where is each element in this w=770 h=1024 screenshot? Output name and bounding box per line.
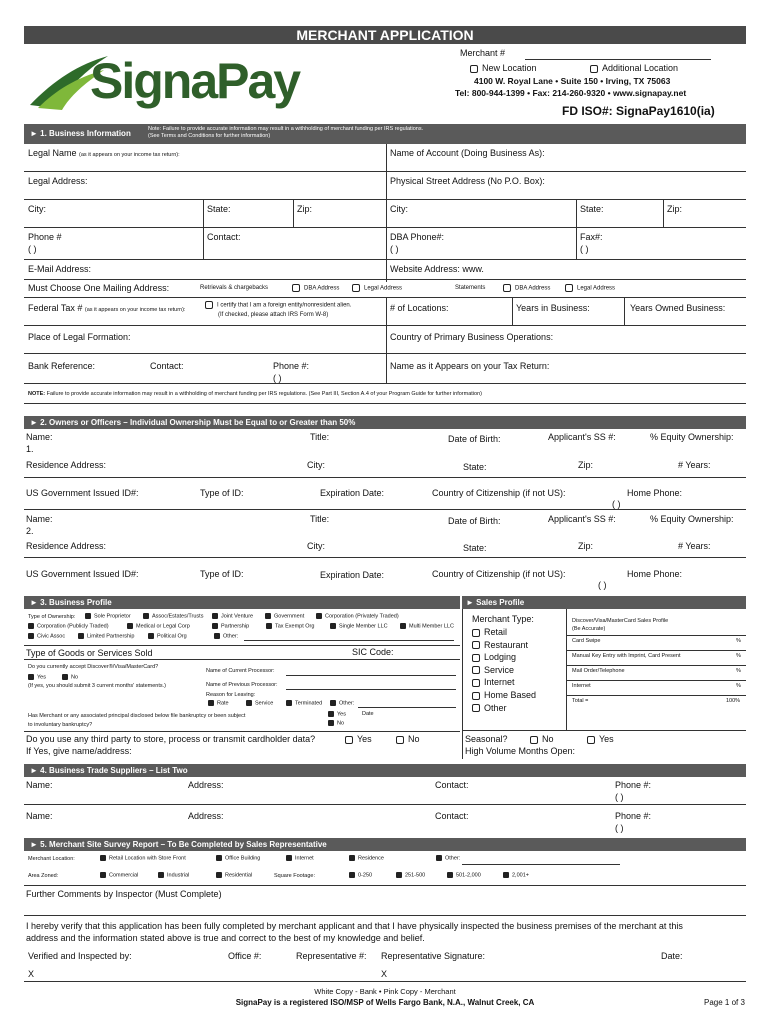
high-volume-label: High Volume Months Open: xyxy=(465,746,576,756)
supplier2-address-label: Address: xyxy=(188,811,224,821)
supplier1-name-label: Name: xyxy=(26,780,53,790)
owner2-type-id-label: Type of ID: xyxy=(200,569,244,579)
phone-label: Phone # xyxy=(28,232,62,242)
footer-copy: White Copy - Bank • Pink Copy - Merchant xyxy=(314,987,456,996)
bank-contact-label: Contact: xyxy=(150,361,184,371)
rep-label: Representative #: xyxy=(296,951,367,961)
third-party-no[interactable]: No xyxy=(396,734,420,744)
comments-label: Further Comments by Inspector (Must Complete) xyxy=(26,889,222,899)
owner1-city-label: City: xyxy=(307,460,325,470)
owner1-zip-label: Zip: xyxy=(578,460,594,470)
ownership-opt-13[interactable]: Political Org xyxy=(148,633,187,639)
retrievals-dba-option[interactable]: DBA Address xyxy=(292,284,339,292)
owner2-ssn-label: Applicant's SS #: xyxy=(548,514,616,524)
card-profile-percent: % xyxy=(736,683,741,689)
new-location-checkbox[interactable] xyxy=(470,65,478,73)
page-title: MERCHANT APPLICATION xyxy=(24,26,746,44)
supplier1-address-label: Address: xyxy=(188,780,224,790)
accept-yes[interactable]: Yes xyxy=(28,674,46,680)
dba-phone-label: DBA Phone#: xyxy=(390,232,445,242)
ownership-opt-4[interactable]: Corporation (Privately Traded) xyxy=(316,613,399,619)
ownership-opt-11[interactable]: Civic Assoc xyxy=(28,633,65,639)
current-processor-label: Name of Current Processor: xyxy=(206,668,275,674)
ownership-opt-14[interactable]: Other: xyxy=(214,633,238,639)
owner1-years-label: # Years: xyxy=(678,460,711,470)
country-ops-label: Country of Primary Business Operations: xyxy=(390,332,554,342)
third-party-yes[interactable]: Yes xyxy=(345,734,372,744)
loc-residence[interactable]: Residence xyxy=(349,855,384,861)
verify-text: I hereby verify that this application has been fully completed by merchant applicant and that I have physically inspected the business premises of the merchant at this xyxy=(26,921,683,931)
ownership-opt-12[interactable]: Limited Partnership xyxy=(78,633,134,639)
locations-label: # of Locations: xyxy=(390,303,449,313)
owner1-expiration-label: Expiration Date: xyxy=(320,488,385,498)
card-profile-row: Mail Order/Telephone xyxy=(572,668,625,674)
logo-text: SignaPay xyxy=(90,53,300,109)
verifier-x: X xyxy=(28,969,35,979)
ownership-opt-7[interactable]: Partnership xyxy=(212,623,249,629)
owner2-name-label: Name: xyxy=(26,514,53,524)
ownership-opt-8[interactable]: Tax Exempt Org xyxy=(266,623,314,629)
owner2-state-label: State: xyxy=(463,543,487,553)
section-3-header: ► 3. Business Profile xyxy=(24,596,460,609)
merchant-type-checkbox[interactable] xyxy=(472,629,480,637)
merchant-type-checkbox[interactable] xyxy=(472,641,480,649)
owner1-citizenship-label: Country of Citizenship (if not US): xyxy=(432,488,566,498)
ownership-opt-5[interactable]: Corporation (Publicly Traded) xyxy=(28,623,109,629)
owner1-title-label: Title: xyxy=(310,432,330,442)
statements-dba-option[interactable]: DBA Address xyxy=(503,284,550,292)
years-owned-label: Years Owned Business: xyxy=(630,303,726,313)
page: MERCHANT APPLICATION SignaPay Merchant # New Location Additional Location 4100 W. Royal Lane • Suite 150 • Irving, TX 75063 Tel: 800-944-1399 • Fax: 214-260-9320 • www.signapay.net FD ISO#: SignaPay1610(ia) ► 1. Business Information Note: Failure to provide accurate information may result in a withholding of merchant funding per IRS regulations. (See Terms and Conditions for further information) Legal Name (as it appears on your income tax return): Name of Account (Doing Business As): Legal Address: Physical Street Address (No P.O. Box): City: State: Zip: City: State: Zip: Phone # ( ) Contact: DBA Phone#: ( ) Fax#: ( ) E-Mail Address: Website Address: www. Must Choose One Mailing Address: Retrievals & chargebacks DBA Address Legal Address Statements DBA Address Legal Address Federal Tax # (as it appears on your income tax return): I certify that I am a foreign entity/nonresident alien. (If checked, please attach IRS Form W-8) # of Locations: Years in Business: Years Owned Business: Place of Legal Formation: Country of Primary Business Operations: Bank Reference: Contact: Phone #: ( ) Name as it Appears on your Tax Return: NOTE: Failure to provide accurate information may result in a withholding of merchant funding per IRS regulations. (See Part III, Section A.4 of your Program Guide for further information) ► 2. Owners or Officers – Individual Ownership Must be Equal to or Greater than 50% Name: 1. Title: Date of Birth: Applicant's SS #: % Equity Ownership: Residence Address: City: State: Zip: # Years: US Government Issued ID#: Type of ID: Expiration Date: Country of Citizenship (if not US): Home Phone: ( ) Name: 2. Title: Date of Birth: Applicant's SS #: % Equity Ownership: Residence Address: City: State: Zip: # Years: US Government Issued ID#: Type of ID: Expiration Date: Country of Citizenship (if not US): Home Phone: ( ) ► 3. Business Profile ► Sales Profile Type of Ownership: Sole Proprietor Assoc/Estates/Trusts Joint Venture Government Corporation (Privately Traded) Corporation (Publicly Traded) Medical or Legal Corp Partnership Tax Exempt Org Single Member LLC Multi Member LLC Civic Assoc Limited Partnership Political Org Other: Type of Goods or Services Sold SIC Code: Do you currently accept Discover®/Visa/MasterCard? Yes No (If yes, you should submit 3 current months' statements.) Name of Current Processor: Name of Previous Processor: Reason for Leaving: Rate Service Terminated Other: Has Merchant or any associated principal disclosed below file bankruptcy or been subject to involuntary bankruptcy? Yes No Date Do you use any third party to store, process or transmit cardholder data? If Yes, give name/address: Yes No Merchant Type: Retail Restaurant Lodging Service Internet Home Based Other Discover/Visa/MasterCard Sales Profile (Be Accurate) Card Swipe % Manual Key Entry with Imprint, Card Present % Mail Order/Telephone % Internet % Total = 100% Seasonal? No Yes High Volume Months Open: ► 4. Business Trade Suppliers – List Two Name: Address: Contact: Phone #: ( ) Name: Address: Contact: Phone #: ( ) ► 5. Merchant Site Survey Report – To Be Completed by Sales Representative Merchant Location: Retail Location with Store Front Office Building Internet Residence Other: Area Zoned: Commercial Industrial Residential Square Footage: 0-250 251-500 501-2,000 2,001+ Further Comments by Inspector (Must Complete) I hereby verify that this application has been fully completed by merchant applicant and that I have physically inspected the business premises of the merchant at this address and the information stated above is true and correct to the best of my knowledge and belief. Verified and Inspected by: Office #: Representative #: Representative Signature: Date: X X White Copy - Bank • Pink Copy - Merchant SignaPay is a registered ISO/MSP of Wells Fargo Bank, N.A., Walnut Creek, CA Page 1 of 3 xyxy=(0,0,770,1024)
accept-cards-label: Do you currently accept Discover®/Visa/MasterCard? xyxy=(28,664,159,670)
section-1-header: ► 1. Business Information xyxy=(24,124,746,144)
new-location-option[interactable]: New Location xyxy=(470,63,537,73)
goods-label: Type of Goods or Services Sold xyxy=(26,648,153,658)
owner1-gov-id-label: US Government Issued ID#: xyxy=(26,488,139,498)
city-label: City: xyxy=(28,204,46,214)
fd-iso: FD ISO#: SignaPay1610(ia) xyxy=(562,104,715,118)
fax-label: Fax#: xyxy=(580,232,603,242)
sqft-3[interactable]: 2,001+ xyxy=(503,872,529,878)
owner1-name-label: Name: xyxy=(26,432,53,442)
additional-location-option[interactable]: Additional Location xyxy=(590,63,678,73)
owner2-gov-id-label: US Government Issued ID#: xyxy=(26,569,139,579)
additional-location-checkbox[interactable] xyxy=(590,65,598,73)
card-profile-percent: % xyxy=(736,638,741,644)
sales-profile-header: ► Sales Profile xyxy=(462,596,746,609)
owner2-dob-label: Date of Birth: xyxy=(448,516,501,526)
physical-city-label: City: xyxy=(390,204,408,214)
seasonal-yes[interactable]: Yes xyxy=(587,734,614,744)
physical-state-label: State: xyxy=(580,204,604,214)
owner2-zip-label: Zip: xyxy=(578,541,594,551)
bankruptcy-yes[interactable]: Yes xyxy=(328,711,346,717)
merchant-type-option[interactable]: Internet xyxy=(472,677,515,687)
supplier1-contact-label: Contact: xyxy=(435,780,469,790)
merchant-type-checkbox[interactable] xyxy=(472,692,480,700)
signature-x: X xyxy=(381,969,388,979)
card-profile-row: Card Swipe xyxy=(572,638,601,644)
loc-retail[interactable]: Retail Location with Store Front xyxy=(100,855,186,861)
ownership-opt-2[interactable]: Joint Venture xyxy=(212,613,253,619)
owner1-dob-label: Date of Birth: xyxy=(448,434,501,444)
owner2-city-label: City: xyxy=(307,541,325,551)
mailing-label: Must Choose One Mailing Address: xyxy=(28,283,170,293)
company-contact: Tel: 800-944-1399 • Fax: 214-260-9320 • www.signapay.net xyxy=(455,88,687,98)
seasonal-no[interactable]: No xyxy=(530,734,554,744)
ownership-opt-1[interactable]: Assoc/Estates/Trusts xyxy=(143,613,203,619)
note-bottom: NOTE: Failure to provide accurate information may result in a withholding of merchant funding per IRS regulations. (See Part III, Section A.4 of your Program Guide for further information) xyxy=(28,391,482,397)
ownership-opt-10[interactable]: Multi Member LLC xyxy=(400,623,454,629)
sqft-0[interactable]: 0-250 xyxy=(349,872,372,878)
retrievals-legal-option[interactable]: Legal Address xyxy=(352,284,402,292)
zone-residential[interactable]: Residential xyxy=(216,872,252,878)
card-profile-percent: % xyxy=(736,668,741,674)
ownership-opt-0[interactable]: Sole Proprietor xyxy=(85,613,131,619)
statements-legal-option[interactable]: Legal Address xyxy=(565,284,615,292)
state-label: State: xyxy=(207,204,231,214)
owner1-equity-label: % Equity Ownership: xyxy=(650,432,734,442)
page-number: Page 1 of 3 xyxy=(704,998,745,1007)
bank-reference-label: Bank Reference: xyxy=(28,361,96,371)
owner2-expiration-label: Expiration Date: xyxy=(320,570,385,580)
bank-phone-label: Phone #: xyxy=(273,361,310,371)
legal-name-label: Legal Name (as it appears on your income tax return): xyxy=(28,148,180,158)
owner2-home-phone-label: Home Phone: xyxy=(627,569,683,579)
federal-tax-label: Federal Tax # (as it appears on your income tax return): xyxy=(28,303,186,313)
sqft-2[interactable]: 501-2,000 xyxy=(447,872,481,878)
owner2-residence-label: Residence Address: xyxy=(26,541,107,551)
reason-rate[interactable]: Rate xyxy=(208,700,229,706)
merchant-type-option[interactable]: Service xyxy=(472,665,514,675)
ownership-opt-9[interactable]: Single Member LLC xyxy=(330,623,388,629)
dba-label: Name of Account (Doing Business As): xyxy=(390,148,545,158)
zip-label: Zip: xyxy=(297,204,313,214)
merchant-type-label: Merchant Type: xyxy=(472,614,534,624)
previous-processor-label: Name of Previous Processor: xyxy=(206,682,278,688)
sic-label: SIC Code: xyxy=(352,647,394,657)
legal-formation-label: Place of Legal Formation: xyxy=(28,332,131,342)
card-profile-percent: % xyxy=(736,653,741,659)
accept-no[interactable]: No xyxy=(62,674,78,680)
owner1-state-label: State: xyxy=(463,462,487,472)
logo xyxy=(24,50,324,114)
merchant-type-checkbox[interactable] xyxy=(472,679,480,687)
merchant-type-checkbox[interactable] xyxy=(472,654,480,662)
owner1-type-id-label: Type of ID: xyxy=(200,488,244,498)
supplier2-name-label: Name: xyxy=(26,811,53,821)
card-profile-percent: 100% xyxy=(726,698,741,704)
years-business-label: Years in Business: xyxy=(516,303,590,313)
merchant-type-option[interactable]: Restaurant xyxy=(472,640,528,650)
reason-other[interactable]: Other: xyxy=(330,700,354,706)
physical-zip-label: Zip: xyxy=(667,204,683,214)
owner1-residence-label: Residence Address: xyxy=(26,460,107,470)
ownership-opt-3[interactable]: Government xyxy=(265,613,304,619)
owner2-equity-label: % Equity Ownership: xyxy=(650,514,734,524)
foreign-entity-option[interactable]: I certify that I am a foreign entity/nonresident alien. xyxy=(205,301,351,309)
zone-industrial[interactable]: Industrial xyxy=(158,872,189,878)
merchant-type-checkbox[interactable] xyxy=(472,666,480,674)
reason-terminated[interactable]: Terminated xyxy=(286,700,322,706)
third-party-label: Do you use any third party to store, process or transmit cardholder data? xyxy=(26,734,316,744)
seasonal-label: Seasonal? xyxy=(465,734,508,744)
footer-registration: SignaPay is a registered ISO/MSP of Wells Fargo Bank, N.A., Walnut Creek, CA xyxy=(235,998,535,1007)
card-profile-row: Total = xyxy=(572,698,589,704)
owner1-home-phone-label: Home Phone: xyxy=(627,488,683,498)
rep-signature-label: Representative Signature: xyxy=(381,951,486,961)
date-label: Date: xyxy=(661,951,683,961)
merchant-number: Merchant # xyxy=(460,48,506,58)
merchant-type-checkbox[interactable] xyxy=(472,704,480,712)
section-1-note: Note: Failure to provide accurate information may result in a withholding of merchant funding per IRS regulations. xyxy=(148,126,424,132)
section-4-header: ► 4. Business Trade Suppliers – List Two xyxy=(24,764,746,777)
section-1-note2: (See Terms and Conditions for further information) xyxy=(148,133,271,139)
merchant-type-option[interactable]: Home Based xyxy=(472,690,536,700)
supplier1-phone-label: Phone #: xyxy=(615,780,652,790)
email-label: E-Mail Address: xyxy=(28,264,92,274)
card-profile-row: Manual Key Entry with Imprint, Card Present xyxy=(572,653,681,659)
owner2-years-label: # Years: xyxy=(678,541,711,551)
ownership-opt-6[interactable]: Medical or Legal Corp xyxy=(127,623,190,629)
physical-address-label: Physical Street Address (No P.O. Box): xyxy=(390,176,545,186)
loc-other[interactable]: Other: xyxy=(436,855,460,861)
merchant-type-option[interactable]: Retail xyxy=(472,627,507,637)
supplier2-phone-label: Phone #: xyxy=(615,811,652,821)
section-2-header: ► 2. Owners or Officers – Individual Ownership Must be Equal to or Greater than 50% xyxy=(24,416,746,429)
loc-office[interactable]: Office Building xyxy=(216,855,260,861)
card-profile-row: Internet xyxy=(572,683,591,689)
loc-internet[interactable]: Internet xyxy=(286,855,314,861)
tax-return-name-label: Name as it Appears on your Tax Return: xyxy=(390,361,550,371)
owner2-citizenship-label: Country of Citizenship (if not US): xyxy=(432,569,566,579)
supplier2-contact-label: Contact: xyxy=(435,811,469,821)
zone-commercial[interactable]: Commercial xyxy=(100,872,138,878)
verified-label: Verified and Inspected by: xyxy=(28,951,132,961)
section-5-header: ► 5. Merchant Site Survey Report – To Be Completed by Sales Representative xyxy=(24,838,746,851)
company-address: 4100 W. Royal Lane • Suite 150 • Irving, TX 75063 xyxy=(474,76,671,86)
legal-address-label: Legal Address: xyxy=(28,176,88,186)
office-label: Office #: xyxy=(228,951,262,961)
merchant-type-option[interactable]: Other xyxy=(472,703,507,713)
website-label: Website Address: www. xyxy=(390,264,484,274)
reason-service[interactable]: Service xyxy=(246,700,273,706)
owner1-ssn-label: Applicant's SS #: xyxy=(548,432,616,442)
bankruptcy-no[interactable]: No xyxy=(328,720,344,726)
owner2-title-label: Title: xyxy=(310,514,330,524)
contact-label: Contact: xyxy=(207,232,241,242)
sqft-1[interactable]: 251-500 xyxy=(396,872,425,878)
merchant-type-option[interactable]: Lodging xyxy=(472,652,516,662)
